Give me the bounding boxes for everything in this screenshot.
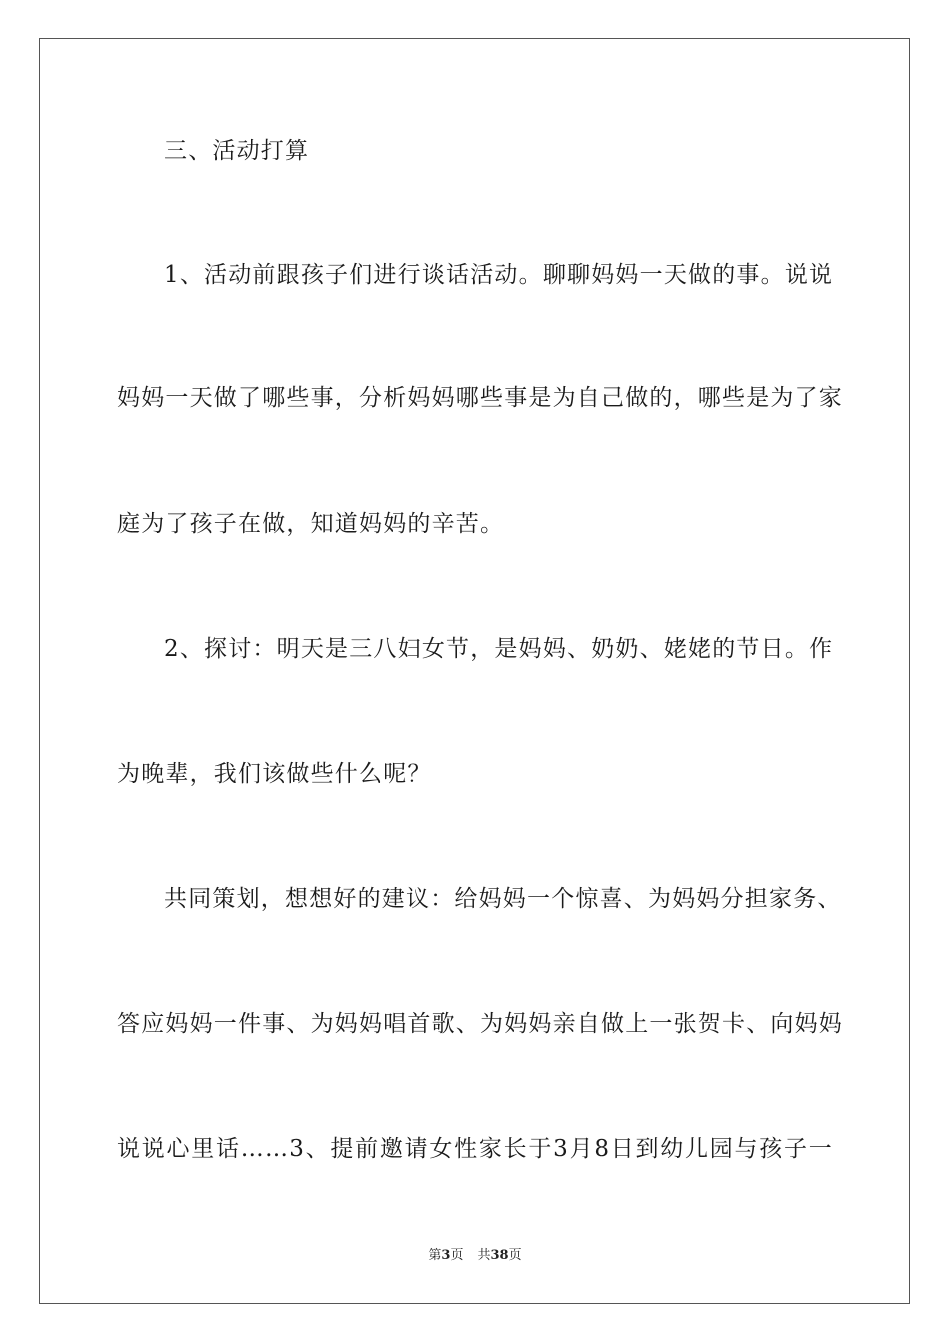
total-pages: 38	[490, 1248, 509, 1263]
page-suffix: 页	[450, 1248, 464, 1263]
section-heading: 三、活动打算	[164, 138, 310, 164]
total-prefix: 共	[477, 1248, 491, 1263]
page-border	[39, 38, 910, 1304]
paragraph-line-3: 庭为了孩子在做，知道妈妈的辛苦。	[117, 511, 505, 537]
total-suffix: 页	[508, 1248, 522, 1263]
paragraph-line-4: 2、探讨：明天是三八妇女节，是妈妈、奶奶、姥姥的节日。作	[164, 636, 834, 662]
page-footer	[0, 1248, 950, 1264]
paragraph-line-6: 共同策划，想想好的建议：给妈妈一个惊喜、为妈妈分担家务、	[164, 886, 842, 912]
page-number: 3	[441, 1248, 451, 1263]
page-prefix: 第	[428, 1248, 442, 1263]
paragraph-line-5: 为晚辈，我们该做些什么呢？	[117, 761, 432, 787]
paragraph-line-8: 说说心里话……3、提前邀请女性家长于3月8日到幼儿园与孩子一	[117, 1136, 833, 1162]
paragraph-line-1: 1、活动前跟孩子们进行谈话活动。聊聊妈妈一天做的事。说说	[164, 262, 834, 288]
paragraph-line-7: 答应妈妈一件事、为妈妈唱首歌、为妈妈亲自做上一张贺卡、向妈妈	[117, 1011, 843, 1037]
paragraph-line-2: 妈妈一天做了哪些事，分析妈妈哪些事是为自己做的，哪些是为了家	[117, 385, 843, 411]
